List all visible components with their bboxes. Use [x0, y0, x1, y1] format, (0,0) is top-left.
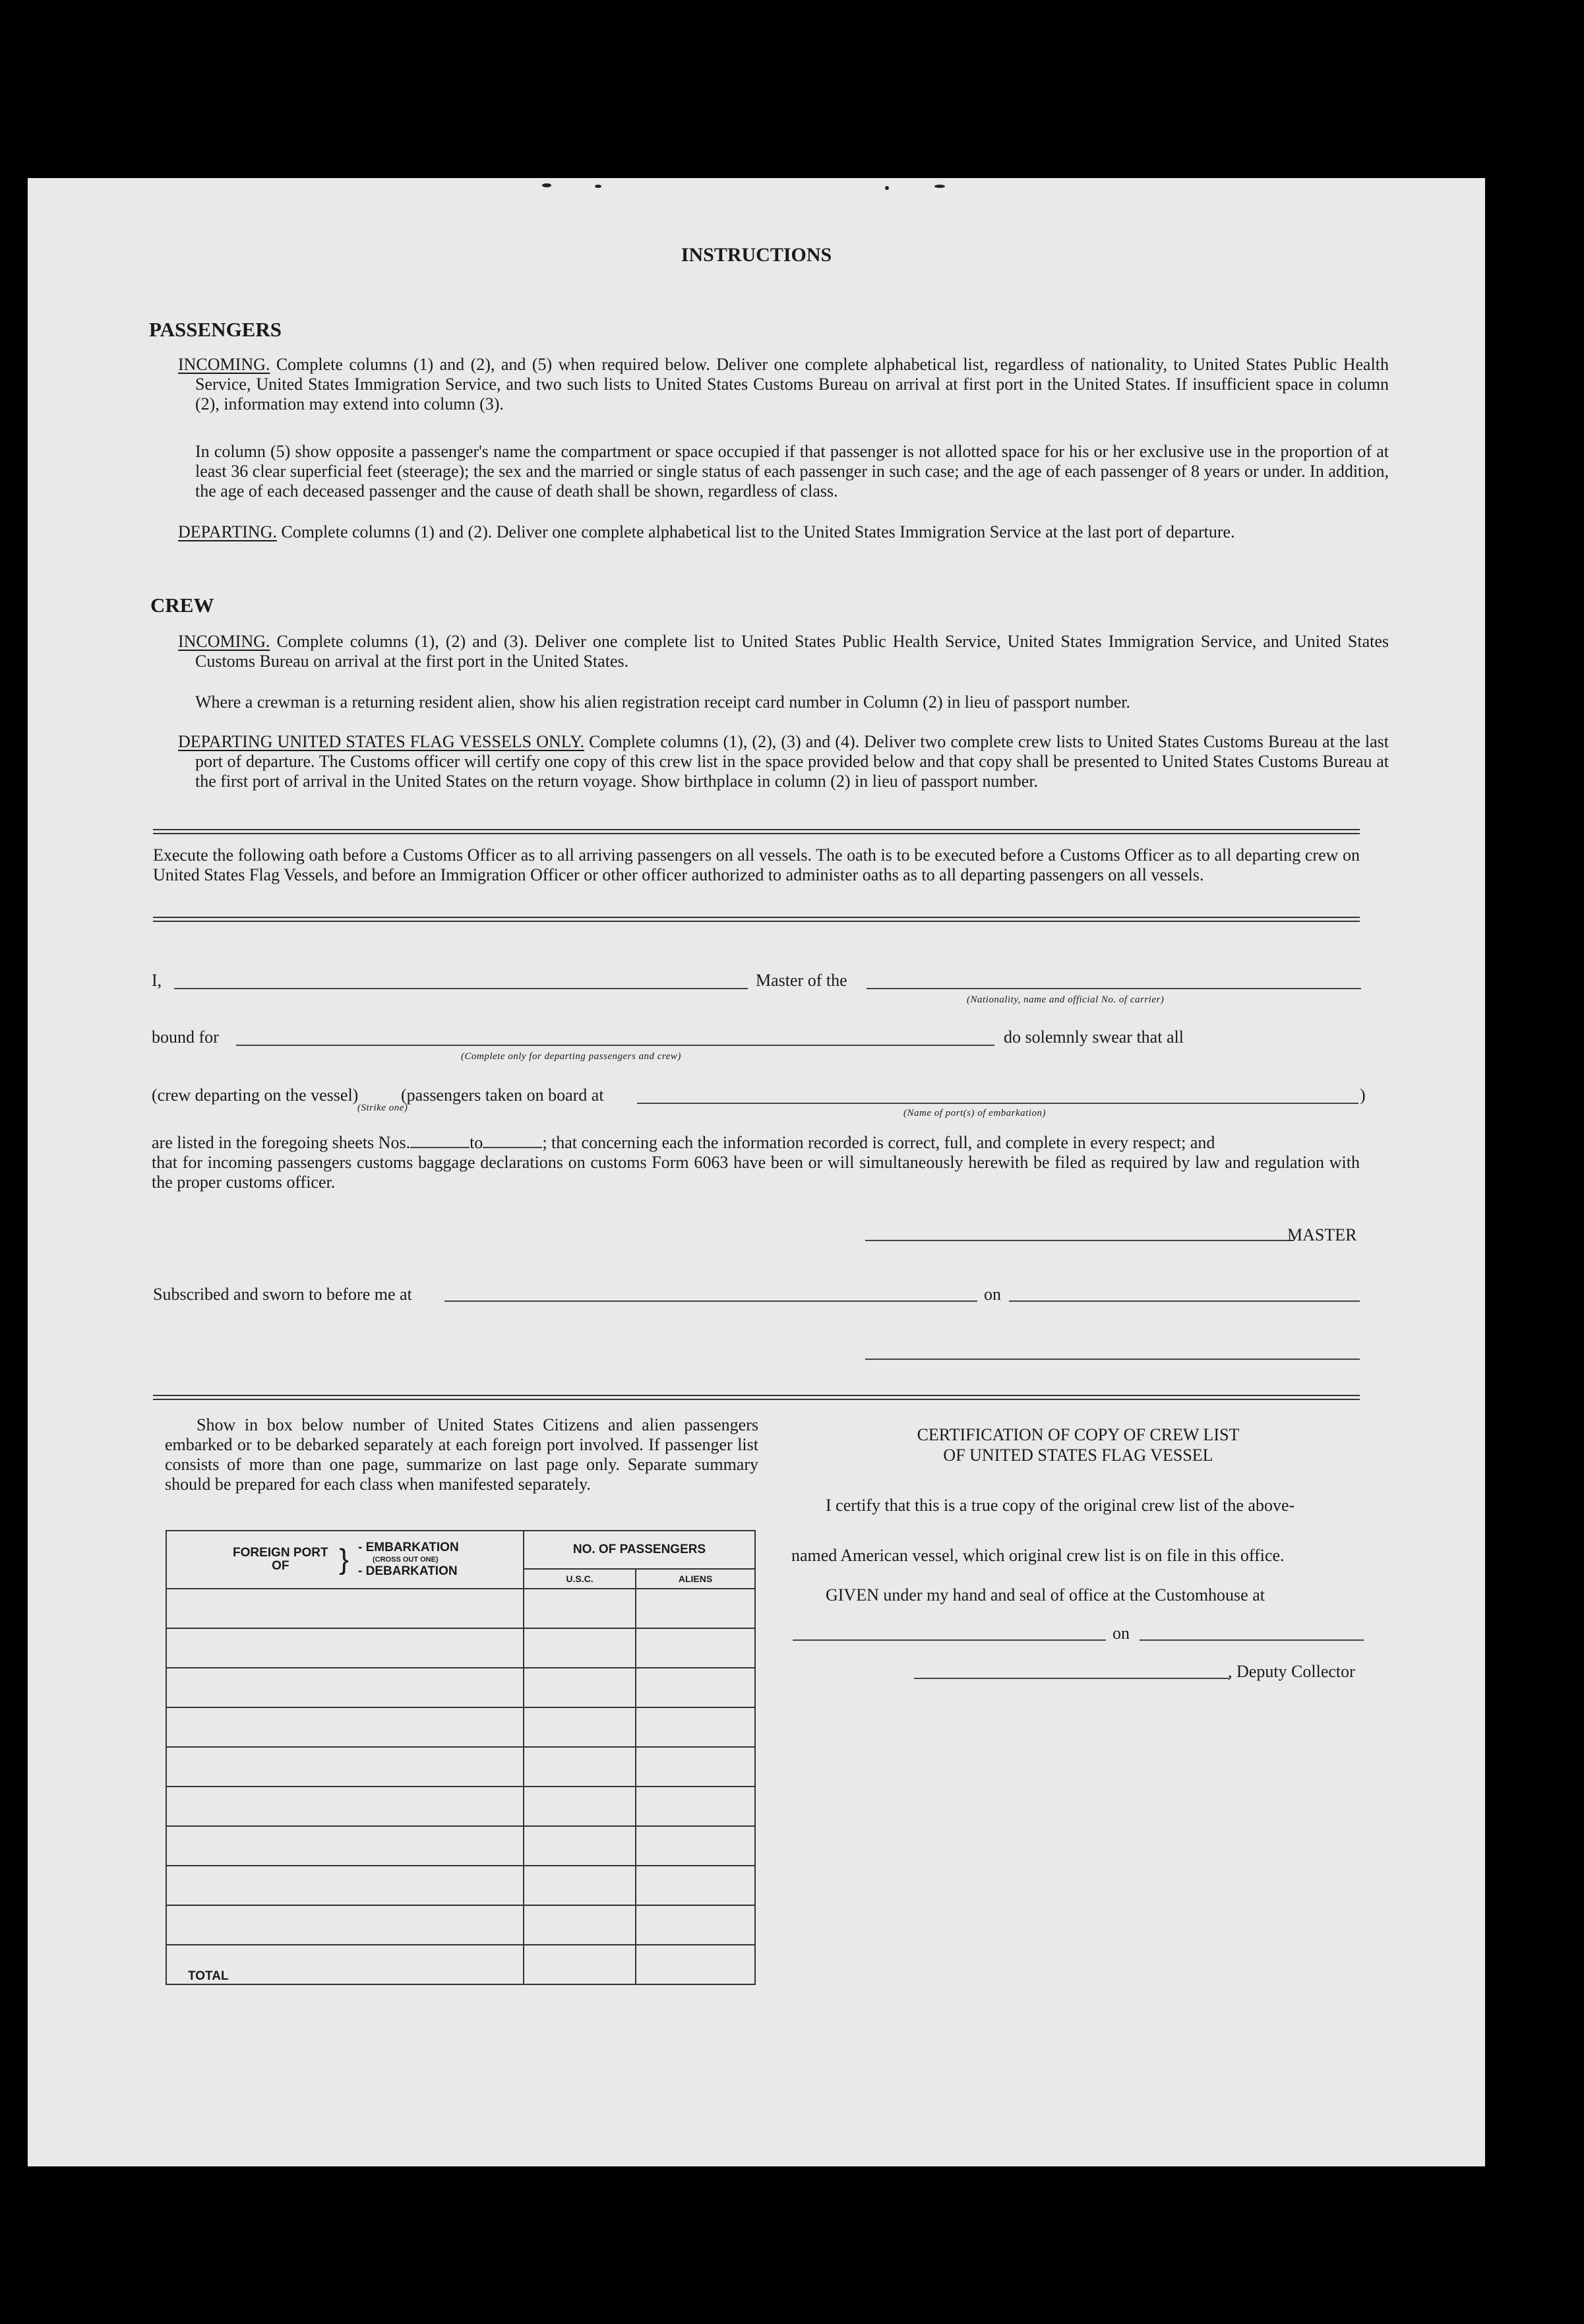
- passengers-column5-paragraph: In column (5) show opposite a passenger's name the compartment or space occupied if that passenger is not allotted space for his or her exclusive use in the proportion of at least 36 clear superficial feet (steerage); the sex and the married or single status of each passenger in such case; and the age of each passenger of 8 years or under. In addition, the age of each deceased passenger and the cause of death shall be shown, regardless of class.: [195, 442, 1389, 501]
- officer-signature-field[interactable]: [865, 1359, 1360, 1360]
- master-name-field[interactable]: [174, 988, 748, 989]
- usc-cell[interactable]: [524, 1628, 636, 1668]
- crew-incoming-label: INCOMING.: [178, 632, 270, 651]
- section-divider: [153, 917, 1360, 922]
- passengers-heading: PASSENGERS: [149, 318, 282, 341]
- table-row: [166, 1826, 755, 1866]
- passengers-incoming-text: Complete columns (1) and (2), and (5) when required below. Deliver one complete alphabetical list, regardless of nationality, to United States Public Health Service, United States Immigration Service, and two such lists to United States Customs Bureau on arrival at first port in the United States. If insufficient space in column (2), information may extend into column (3).: [195, 355, 1389, 413]
- usc-cell[interactable]: [524, 1866, 636, 1905]
- certify-line2: named American vessel, which original crew list is on file in this office.: [791, 1546, 1285, 1565]
- table-row: [166, 1589, 755, 1628]
- embarkation-option[interactable]: - EMBARKATION: [358, 1541, 459, 1554]
- crew-departing-option: (crew departing on the vessel): [152, 1086, 359, 1105]
- port-cell[interactable]: [166, 1589, 524, 1628]
- subscribed-label: Subscribed and sworn to before me at: [153, 1285, 412, 1304]
- deputy-signature-field[interactable]: [914, 1678, 1229, 1679]
- sworn-place-field[interactable]: [444, 1300, 977, 1302]
- table-row: [166, 1866, 755, 1905]
- port-cell[interactable]: [166, 1787, 524, 1826]
- certification-on-label: on: [1112, 1624, 1130, 1643]
- certification-date-field[interactable]: [1140, 1639, 1364, 1641]
- listed-post-text: ; that concerning each the information recorded is correct, full, and complete in every respect; and: [542, 1133, 1215, 1152]
- crew-heading: CREW: [150, 594, 214, 617]
- aliens-header: ALIENS: [636, 1569, 755, 1589]
- customhouse-field[interactable]: [793, 1639, 1106, 1641]
- table-row: [166, 1787, 755, 1826]
- listed-pre-text: are listed in the foregoing sheets Nos.: [152, 1133, 411, 1152]
- total-row: [166, 1945, 755, 1984]
- passengers-departing-text: Complete columns (1) and (2). Deliver one complete alphabetical list to the United States Immigration Service at the last port of departure.: [281, 522, 1235, 541]
- summary-instructions: Show in box below number of United States Citizens and alien passengers embarked or to be debarked separately at each foreign port involved. If passenger list consists of more than one page, summarize on last page only. Separate summary should be prepared for each class when manifested separately.: [165, 1415, 758, 1494]
- aliens-total-cell[interactable]: [636, 1945, 755, 1984]
- port-cell[interactable]: [166, 1866, 524, 1905]
- usc-cell[interactable]: [524, 1707, 636, 1747]
- aliens-cell[interactable]: [636, 1826, 755, 1866]
- port-cell[interactable]: [166, 1628, 524, 1668]
- usc-cell[interactable]: [524, 1787, 636, 1826]
- passengers-taken-option: (passengers taken on board at: [401, 1086, 604, 1105]
- document-page: [28, 178, 1485, 2166]
- table-row: [166, 1628, 755, 1668]
- passengers-incoming-label: INCOMING.: [178, 355, 270, 374]
- sworn-date-field[interactable]: [1009, 1300, 1360, 1302]
- usc-cell[interactable]: [524, 1668, 636, 1707]
- crew-incoming-paragraph: [178, 632, 1389, 671]
- table-row: [166, 1905, 755, 1945]
- oath-i-label: I,: [152, 971, 162, 990]
- aliens-cell[interactable]: [636, 1707, 755, 1747]
- certification-title-line1: CERTIFICATION OF COPY OF CREW LIST: [917, 1425, 1240, 1444]
- listed-line: [152, 1133, 1358, 1153]
- certification-title-line2: OF UNITED STATES FLAG VESSEL: [943, 1446, 1213, 1465]
- brace-mark: }: [339, 1543, 349, 1575]
- usc-cell[interactable]: [524, 1826, 636, 1866]
- crew-departing-text: Complete columns (1), (2), (3) and (4). Deliver two complete crew lists to United States Customs Bureau at the last port of departure. The Customs officer will certify one copy of this crew list in the space provided below and that copy shall be presented to United States Customs Bureau at the first port of arrival in the United States on the return voyage. Show birthplace in column (2) in lieu of passport number.: [195, 732, 1389, 791]
- bound-for-field[interactable]: [236, 1045, 994, 1046]
- aliens-cell[interactable]: [636, 1747, 755, 1787]
- usc-header: U.S.C.: [524, 1569, 636, 1589]
- passengers-incoming-paragraph: [178, 355, 1389, 414]
- ports-field[interactable]: [637, 1103, 1358, 1104]
- table-row: [166, 1668, 755, 1707]
- deputy-collector-label: , Deputy Collector: [1228, 1662, 1355, 1681]
- table-row: [166, 1707, 755, 1747]
- master-label: MASTER: [1287, 1225, 1357, 1244]
- aliens-cell[interactable]: [636, 1787, 755, 1826]
- listed-to-text: to: [470, 1133, 483, 1152]
- port-cell[interactable]: [166, 1668, 524, 1707]
- debarkation-option[interactable]: - DEBARKATION: [358, 1564, 458, 1578]
- aliens-cell[interactable]: [636, 1628, 755, 1668]
- sheet-from-field[interactable]: [410, 1147, 470, 1148]
- crew-alien-paragraph: Where a crewman is a returning resident alien, show his alien registration receipt card number in Column (2) in lieu of passport number.: [195, 692, 1131, 712]
- bound-for-label: bound for: [152, 1027, 219, 1047]
- foreign-port-header: [166, 1531, 524, 1589]
- scan-speck: [542, 183, 551, 187]
- oath-intro-paragraph: Execute the following oath before a Customs Officer as to all arriving passengers on all vessels. The oath is to be executed before a Customs Officer as to all departing crew on United States Flag Vessels, and before an Immigration Officer or other officer authorized to administer oaths as to all departing passengers on all vessels.: [153, 845, 1360, 884]
- sheet-to-field[interactable]: [483, 1147, 542, 1148]
- section-divider: [153, 829, 1360, 834]
- usc-cell[interactable]: [524, 1747, 636, 1787]
- aliens-cell[interactable]: [636, 1866, 755, 1905]
- scan-speck: [595, 185, 601, 188]
- port-cell[interactable]: [166, 1905, 524, 1945]
- aliens-cell[interactable]: [636, 1905, 755, 1945]
- passengers-departing-label: DEPARTING.: [178, 522, 277, 541]
- section-divider: [153, 1395, 1360, 1400]
- ports-caption: (Name of port(s) of embarkation): [903, 1108, 1046, 1118]
- scan-speck: [885, 186, 889, 190]
- total-label: TOTAL: [166, 1945, 524, 1984]
- port-cell[interactable]: [166, 1707, 524, 1747]
- foreign-port-of-label: FOREIGN PORT OF: [232, 1546, 328, 1573]
- aliens-cell[interactable]: [636, 1589, 755, 1628]
- passenger-summary-table: [166, 1530, 756, 1985]
- bound-for-caption: (Complete only for departing passengers and crew): [461, 1051, 681, 1062]
- crew-departing-label: DEPARTING UNITED STATES FLAG VESSELS ONLY.: [178, 732, 584, 751]
- given-line: GIVEN under my hand and seal of office at the Customhouse at: [826, 1585, 1265, 1605]
- port-cell[interactable]: [166, 1826, 524, 1866]
- crew-departing-paragraph: [178, 732, 1389, 791]
- master-of-label: Master of the: [756, 971, 847, 990]
- strike-one-caption: (Strike one): [357, 1103, 408, 1113]
- scan-speck: [934, 185, 945, 188]
- close-paren: ): [1360, 1086, 1366, 1105]
- carrier-caption: (Nationality, name and official No. of carrier): [967, 994, 1165, 1005]
- swear-label: do solemnly swear that all: [1004, 1027, 1184, 1047]
- carrier-field[interactable]: [867, 988, 1361, 989]
- usc-cell[interactable]: [524, 1905, 636, 1945]
- usc-cell[interactable]: [524, 1589, 636, 1628]
- port-cell[interactable]: [166, 1747, 524, 1787]
- aliens-cell[interactable]: [636, 1668, 755, 1707]
- usc-total-cell[interactable]: [524, 1945, 636, 1984]
- certify-line1: I certify that this is a true copy of the original crew list of the above-: [826, 1496, 1295, 1515]
- master-signature-field[interactable]: [865, 1240, 1294, 1241]
- passengers-departing-paragraph: [178, 522, 1389, 542]
- page-title: INSTRUCTIONS: [681, 244, 832, 266]
- cross-out-note: (CROSS OUT ONE): [373, 1556, 439, 1564]
- table-row: [166, 1747, 755, 1787]
- certification-title: [798, 1424, 1358, 1465]
- no-passengers-header: NO. OF PASSENGERS: [524, 1531, 755, 1569]
- crew-incoming-text: Complete columns (1), (2) and (3). Deliver one complete list to United States Public Health Service, United States Immigration Service, and United States Customs Bureau on arrival at the first port in the United States.: [195, 632, 1389, 671]
- sworn-on-label: on: [984, 1285, 1001, 1304]
- listed-rest-text: that for incoming passengers customs baggage declarations on customs Form 6063 have been or will simultaneously herewith be filed as required by law and regulation with the proper customs officer.: [152, 1153, 1360, 1192]
